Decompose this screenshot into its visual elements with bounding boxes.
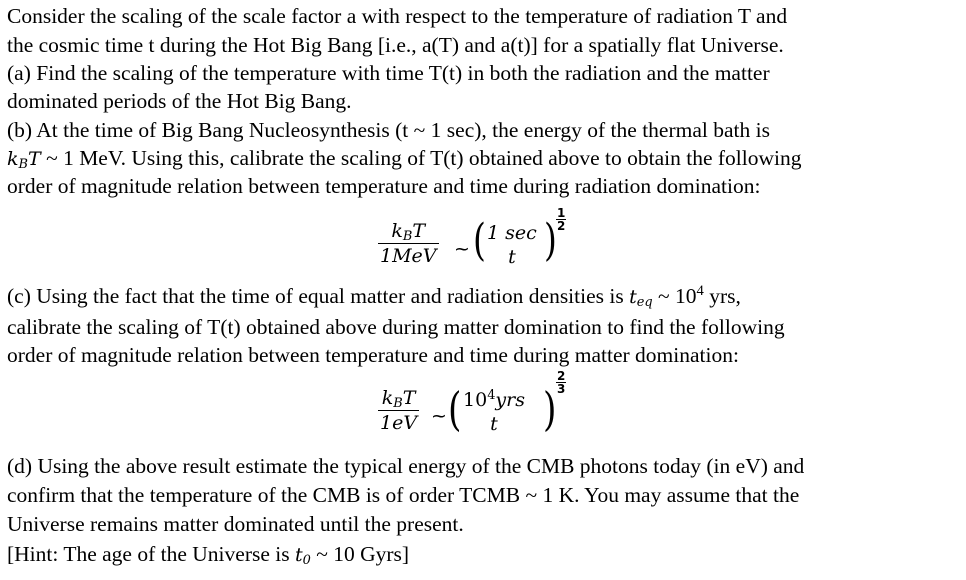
eq2-right-paren: ) (543, 382, 557, 436)
eq2-inner-fraction (461, 387, 527, 435)
equation-matter (378, 370, 598, 450)
eq2-inner-denominator: t (490, 413, 498, 435)
eq1-inner-denominator: t (508, 246, 516, 268)
part-c-line-2: calibrate the scaling of T(t) obtained above during matter domination to find the following (7, 315, 785, 339)
eq2-inner-numerator: $10^4yrs$ (463, 387, 525, 411)
t0-symbol: $t_0$ (294, 544, 311, 569)
part-c-line-3: order of magnitude relation between temperature and time during matter domination: (7, 343, 739, 367)
part-d-line-1: (d) Using the above result estimate the typical energy of the CMB photons today (in eV) and (7, 454, 805, 478)
intro-line-2: the cosmic time t during the Hot Big Bang [i.e., a(T) and a(t)] for a spatially flat Universe. (7, 33, 784, 57)
eq1-denominator: 1MeV (380, 245, 437, 267)
part-b-line-1: (b) At the time of Big Bang Nucleosynthesis (t ~ 1 sec), the energy of the thermal bath is (7, 118, 770, 142)
part-c-line-1: (c) Using the fact that the time of equal matter and radiation densities is $t_{eq}$ ~ $10^4$ yrs, (7, 282, 741, 311)
teq-symbol: $t_{eq}$ (629, 286, 653, 311)
part-a-line-1: (a) Find the scaling of the temperature with time T(t) in both the radiation and the matter (7, 61, 770, 85)
eq1-left-fraction (378, 222, 439, 266)
eq2-numerator: $k_BT$ (378, 389, 419, 411)
part-d-line-2: confirm that the temperature of the CMB is of order TCMB ~ 1 K. You may assume that the (7, 483, 800, 507)
eq2-exponent: 2 3 (557, 369, 566, 396)
intro-line-1: Consider the scaling of the scale factor a with respect to the temperature of radiation T and (7, 4, 788, 28)
part-b-line-2: $k_BT$ ~ 1 MeV. Using this, calibrate the scaling of T(t) obtained above to obtain the following (7, 146, 802, 173)
part-b-line-3: order of magnitude relation between temperature and time during radiation domination: (7, 174, 761, 198)
eq2-denominator: 1eV (380, 412, 418, 434)
equation-radiation (378, 205, 598, 285)
eq1-inner-numerator: 1 sec (487, 222, 537, 244)
eq1-right-paren: ) (544, 215, 557, 266)
hint-line: [Hint: The age of the Universe is $t_0$ ~ 10 Gyrs] (7, 542, 410, 569)
eq2-left-paren: ( (448, 382, 462, 436)
eq1-tilde: ~ (454, 238, 470, 260)
eq1-left-paren: ( (473, 215, 486, 266)
part-a-line-2: dominated periods of the Hot Big Bang. (7, 89, 352, 113)
kb-symbol: $k_BT$ (7, 148, 41, 173)
eq1-numerator: $k_BT$ (378, 222, 439, 244)
eq2-tilde: ~ (431, 405, 447, 427)
part-d-line-3: Universe remains matter dominated until the present. (7, 512, 464, 536)
eq1-inner-fraction (485, 224, 539, 267)
eq1-exponent: 1 2 (557, 206, 566, 233)
eq2-left-fraction (378, 389, 419, 433)
